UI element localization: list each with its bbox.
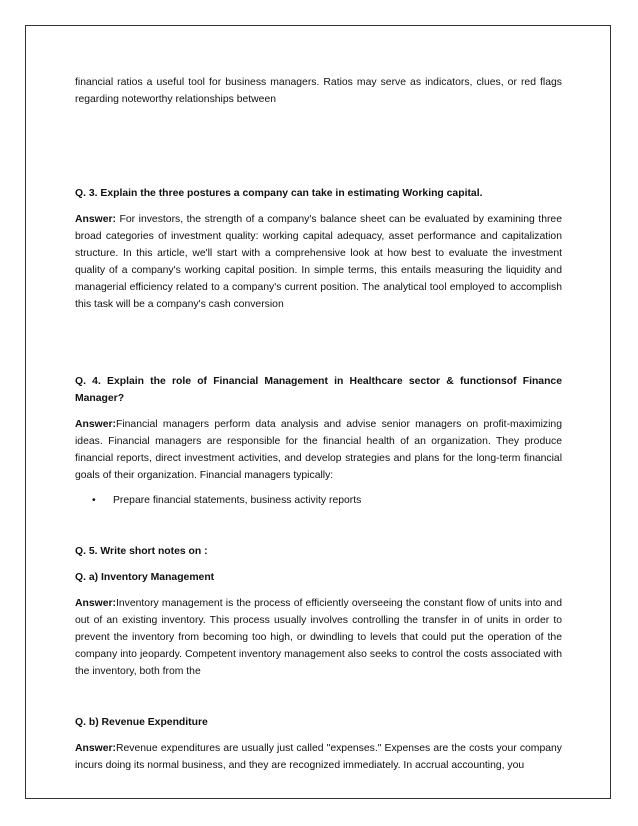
intro-paragraph: financial ratios a useful tool for business managers. Ratios may serve as indicators, clues, or red flags regarding noteworthy relationships between (75, 77, 562, 105)
question-3-heading: Q. 3. Explain the three postures a company can take in estimating Working capital. (75, 188, 483, 199)
answer-text: For investors, the strength of a company's balance sheet can be evaluated by examining three broad categories of investment quality: working capital adequacy, asset performance and capitalization structure. In this article, we'll start with a comprehensive look at how best to evaluate the investment quality of a company's working capital position. In simple terms, this entails measuring the liquidity and managerial efficiency related to a company's current position. The analytical tool employed to accomplish this task will be a company's cash conversion (75, 214, 562, 310)
answer-text: Financial managers perform data analysis and advise senior managers on profit-maximizing ideas. Financial managers are responsible for the financial health of an organization. They produce financial reports, direct investment activities, and develop strategies and plans for the long-term financial goals of their organization. Financial managers typically: (75, 419, 562, 481)
bullet-text: Prepare financial statements, business activity reports (113, 495, 362, 506)
question-5b-heading: Q. b) Revenue Expenditure (75, 717, 208, 728)
question-5a-answer (75, 595, 562, 680)
question-5a-heading: Q. a) Inventory Management (75, 572, 215, 583)
answer-label: Answer: (75, 598, 116, 609)
question-4-answer (75, 416, 562, 484)
answer-text: Inventory management is the process of efficiently overseeing the constant flow of units into and out of an existing inventory. This process usually involves controlling the transfer in of units in order to prevent the inventory from becoming too high, or dwindling to levels that could put the operation of the company into jeopardy. Competent inventory management also seeks to control the costs associated with the inventory, both from the (75, 598, 562, 677)
answer-label: Answer: (75, 214, 116, 225)
answer-text: Revenue expenditures are usually just called "expenses." Expenses are the costs your company incurs doing its normal business, and they are recognized immediately. In accrual accounting, you (75, 743, 562, 771)
document-body (75, 74, 562, 774)
answer-label: Answer: (75, 419, 116, 430)
question-5-heading: Q. 5. Write short notes on : (75, 546, 208, 557)
question-4-heading: Q. 4. Explain the role of Financial Management in Healthcare sector & functionsof Finance Manager? (75, 376, 562, 404)
question-5b-answer (75, 740, 562, 774)
bullet-icon: • (92, 495, 96, 506)
bullet-list-item (92, 492, 562, 509)
question-3-answer (75, 211, 562, 313)
answer-label: Answer: (75, 743, 116, 754)
